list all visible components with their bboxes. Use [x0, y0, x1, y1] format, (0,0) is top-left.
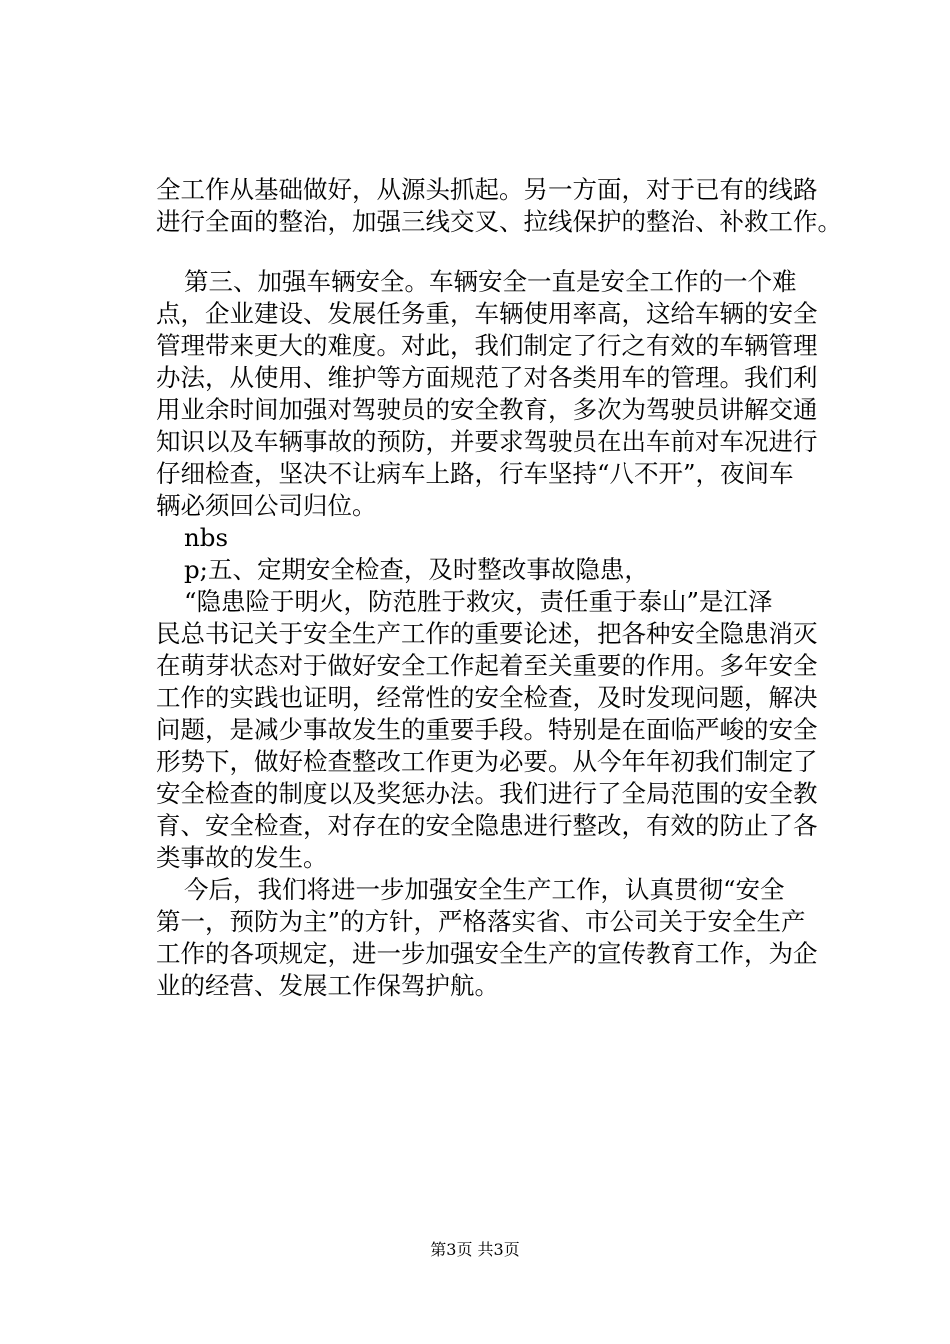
paragraph-gap — [156, 238, 842, 266]
document-body — [156, 174, 842, 1002]
text-line: “隐患险于明火，防范胜于救灾，责任重于泰山”是江泽 — [184, 587, 773, 616]
paragraph-hazard-inspection — [156, 586, 842, 874]
text-line: 点，企业建设、发展任务重，车辆使用率高，这给车辆的安全 — [156, 299, 818, 328]
text-line: 在萌芽状态对于做好安全工作起着至关重要的作用。多年安全 — [156, 651, 818, 680]
paragraph-vehicle-safety — [156, 266, 842, 522]
text-line: 业的经营、发展工作保驾护航。 — [156, 971, 499, 1000]
text-line: 第一，预防为主”的方针，严格落实省、市公司关于安全生产 — [156, 907, 806, 936]
text-line: nbs — [184, 523, 229, 552]
text-line: 办法，从使用、维护等方面规范了对各类用车的管理。我们利 — [156, 363, 818, 392]
text-line: 今后，我们将进一步加强安全生产工作，认真贯彻“安全 — [184, 875, 785, 904]
paragraph-conclusion — [156, 874, 842, 1002]
text-line: 工作的实践也证明，经常性的安全检查，及时发现问题，解决 — [156, 683, 818, 712]
paragraph-wiring-continuation — [156, 174, 842, 238]
text-line: 辆必须回公司归位。 — [156, 491, 377, 520]
text-line: 类事故的发生。 — [156, 843, 328, 872]
text-line: 知识以及车辆事故的预防，并要求驾驶员在出车前对车况进行 — [156, 427, 818, 456]
page-number-footer: 第3页 共3页 — [430, 1240, 520, 1259]
text-line: 全工作从基础做好，从源头抓起。另一方面，对于已有的线路 — [156, 175, 818, 204]
text-line: 民总书记关于安全生产工作的重要论述，把各种安全隐患消灭 — [156, 619, 818, 648]
text-line: 进行全面的整治，加强三线交叉、拉线保护的整治、补救工作。 — [156, 207, 842, 236]
text-line: 用业余时间加强对驾驶员的安全教育，多次为驾驶员讲解交通 — [156, 395, 818, 424]
text-line: 育、安全检查，对存在的安全隐患进行整改，有效的防止了各 — [156, 811, 818, 840]
text-line: 形势下，做好检查整改工作更为必要。从今年年初我们制定了 — [156, 747, 818, 776]
text-line: 管理带来更大的难度。对此，我们制定了行之有效的车辆管理 — [156, 331, 818, 360]
text-line: p;五、定期安全检查，及时整改事故隐患， — [184, 555, 649, 584]
section-heading-inspection — [156, 522, 842, 586]
text-line: 问题，是减少事故发生的重要手段。特别是在面临严峻的安全 — [156, 715, 818, 744]
text-line: 安全检查的制度以及奖惩办法。我们进行了全局范围的安全教 — [156, 779, 818, 808]
text-line: 仔细检查，坚决不让病车上路，行车坚持“八不开”，夜间车 — [156, 459, 794, 488]
text-line: 工作的各项规定，进一步加强安全生产的宣传教育工作，为企 — [156, 939, 818, 968]
text-line: 第三、加强车辆安全。车辆安全一直是安全工作的一个难 — [184, 267, 797, 296]
